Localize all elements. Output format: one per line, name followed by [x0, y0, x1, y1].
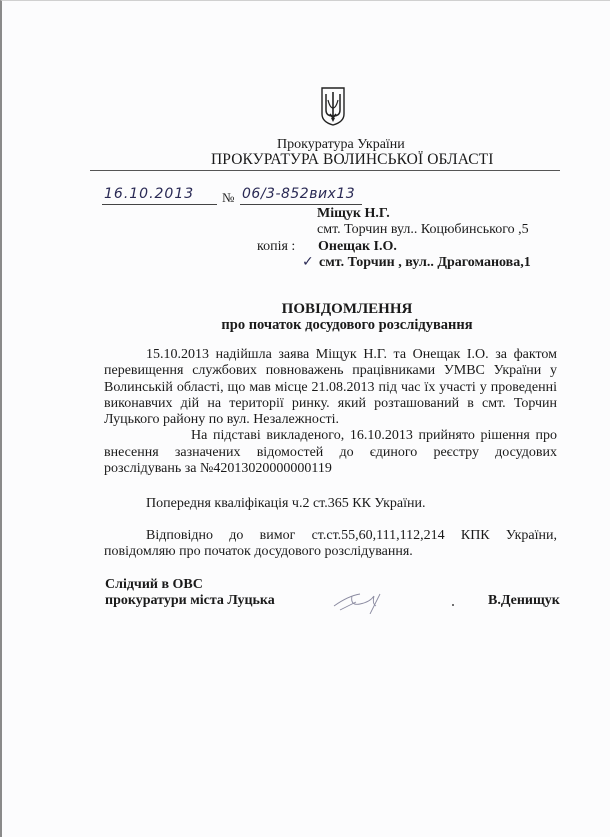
- copy-recipient-name: Онещак І.О.: [318, 239, 397, 254]
- signer-position-line2: прокуратури міста Луцька: [105, 593, 275, 608]
- recipient-name: Міщук Н.Г.: [317, 206, 390, 221]
- header-divider: [90, 170, 560, 171]
- signer-name: В.Денищук: [488, 593, 560, 608]
- paragraph-complaint: 15.10.2013 надійшла заява Міщук Н.Г. та Онещак І.О. за фактом перевищення службових повноважень працівниками УМВС України у Волинській області, що мав місце 21.08.2013 під час їх участі у проведенні виконавчих дій на території ринку. який розташований в смт. Торчин Луцького району по вул. Незалежності.: [104, 347, 557, 428]
- org-name-national: Прокуратура України: [277, 137, 405, 152]
- handwritten-signature-icon: [330, 588, 400, 614]
- trident-coat-of-arms-icon: [320, 86, 346, 126]
- org-name-regional: ПРОКУРАТУРА ВОЛИНСЬКОЇ ОБЛАСТІ: [211, 151, 494, 168]
- copy-label: копія :: [257, 239, 296, 254]
- body-section-notice: [104, 528, 557, 561]
- document-title: ПОВІДОМЛЕННЯ: [281, 301, 413, 317]
- paragraph-notice: Відповідно до вимог ст.ст.55,60,111,112,214 КПК України, повідомляю про початок досудового розслідування.: [104, 528, 557, 560]
- paragraph-decision: На підставі викладеного, 16.10.2013 прийнято рішення про внесення зазначених відомостей до єдиного реєстру досудових розслідувань за №42013020000000119: [104, 428, 557, 477]
- document-subtitle: про початок досудового розслідування: [221, 317, 473, 333]
- signer-position-line1: Слідчий в ОВС: [105, 577, 203, 592]
- paragraph-qualification: Попередня кваліфікація ч.2 ст.365 КК України.: [146, 496, 426, 511]
- body-section-main: [104, 347, 557, 477]
- body-section-qualification: [104, 496, 557, 512]
- registration-number: 06/3-852вих13: [242, 186, 356, 202]
- registration-date: 16.10.2013: [104, 186, 195, 202]
- copy-recipient-address: смт. Торчин , вул.. Драгоманова,1: [319, 255, 531, 270]
- recipient-address: смт. Торчин вул.. Коцюбинського ,5: [317, 222, 529, 237]
- ink-dot: [452, 604, 454, 606]
- checkmark-icon: ✓: [302, 254, 314, 270]
- number-label: №: [222, 190, 235, 205]
